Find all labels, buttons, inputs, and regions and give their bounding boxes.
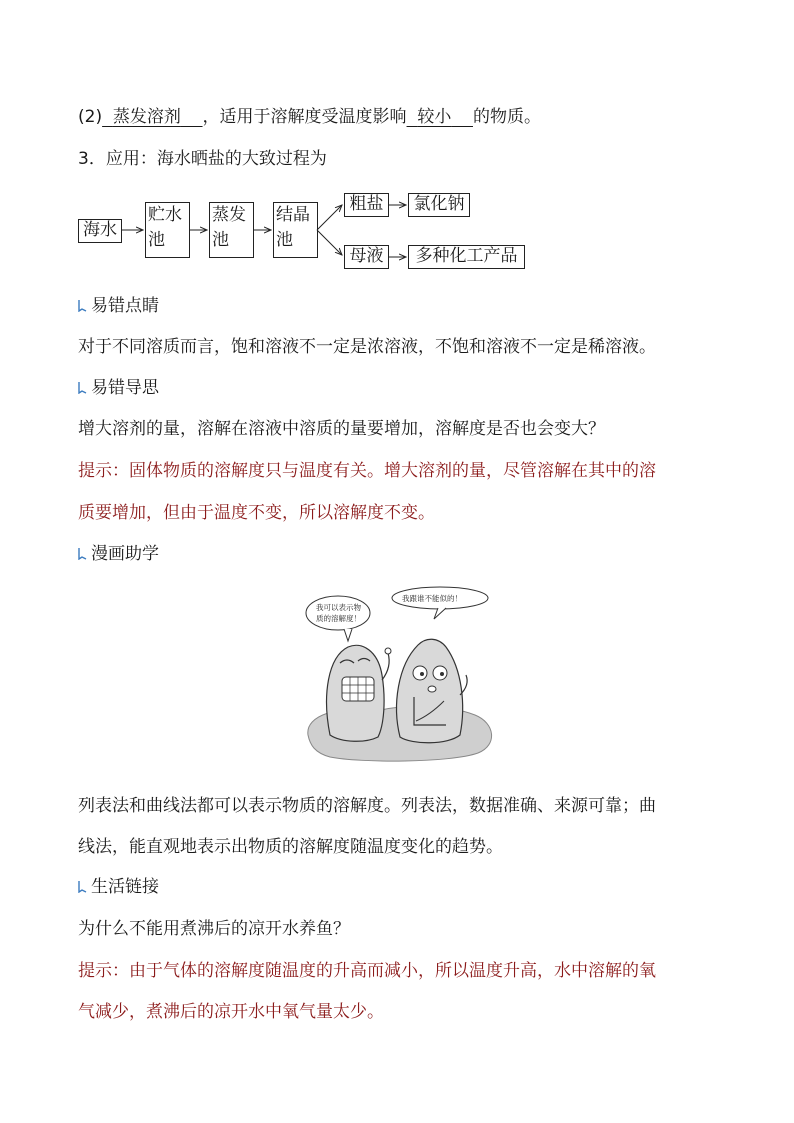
life-link-question: 为什么不能用煮沸后的凉开水养鱼？ (78, 919, 350, 939)
item-2-middle: ，适用于溶解度受温度影响 (202, 107, 407, 127)
error-think-hint-1: 提示：固体物质的溶解度只与温度有关。增大溶剂的量，尽管溶解在其中的溶 (78, 461, 656, 481)
box-crystallization-pool: 结晶 池 (273, 202, 318, 258)
error-think-question: 增大溶剂的量，溶解在溶液中溶质的量要增加，溶解度是否也会变大？ (78, 419, 605, 439)
life-link-hint-2: 气减少，煮沸后的凉开水中氧气量太少。 (78, 1002, 384, 1022)
section-life-link-heading: 生活链接 (78, 876, 159, 898)
life-link-hint-1: 提示：由于气体的溶解度随温度的升高而减小，所以温度升高，水中溶解的氧 (78, 961, 656, 981)
box-sodium-chloride: 氯化钠 (408, 193, 470, 217)
bubble-left-text-2: 质的溶解度！ (316, 614, 361, 623)
section-error-point-heading: 易错点睛 (78, 295, 159, 317)
error-point-text: 对于不同溶质而言，饱和溶液不一定是浓溶液，不饱和溶液不一定是稀溶液。 (78, 337, 656, 357)
box-chemical-products: 多种化工产品 (408, 245, 525, 269)
box-seawater: 海水 (78, 219, 122, 243)
bubble-right-text: 我跟谁不能似的！ (402, 594, 462, 603)
item-3-line: 3．应用：海水晒盐的大致过程为 (78, 149, 327, 169)
arrow-to-crude-salt (317, 205, 342, 230)
bubble-left-text-1: 我可以表示物 (316, 603, 361, 612)
bookmark-icon (78, 547, 87, 560)
box-storage-pool: 贮水 池 (145, 202, 190, 258)
bookmark-icon (78, 880, 87, 893)
item-2-suffix: 的物质。 (472, 107, 541, 127)
section-comic-heading: 漫画助学 (78, 543, 159, 565)
comic-text-2: 线法，能直观地表示出物质的溶解度随温度变化的趋势。 (78, 837, 503, 857)
blank-answer-2: 较小 (417, 107, 452, 127)
comic-text-1: 列表法和曲线法都可以表示物质的溶解度。列表法，数据准确、来源可靠；曲 (78, 796, 656, 816)
comic-illustration (300, 585, 500, 765)
section-error-think-heading: 易错导思 (78, 377, 159, 399)
box-crude-salt: 粗盐 (344, 193, 389, 217)
flow-arrows (0, 0, 794, 300)
box-evaporation-pool: 蒸发 池 (209, 202, 254, 258)
arrow-to-mother-liquor (317, 230, 342, 255)
bookmark-icon (78, 381, 87, 394)
box-mother-liquor: 母液 (344, 245, 389, 269)
blank-answer-1: 蒸发溶剂 (112, 107, 181, 127)
bookmark-icon (78, 299, 87, 312)
error-think-hint-2: 质要增加，但由于温度不变，所以溶解度不变。 (78, 503, 435, 523)
speech-bubble-left (306, 596, 370, 630)
item-2-prefix: (2) (78, 107, 103, 127)
